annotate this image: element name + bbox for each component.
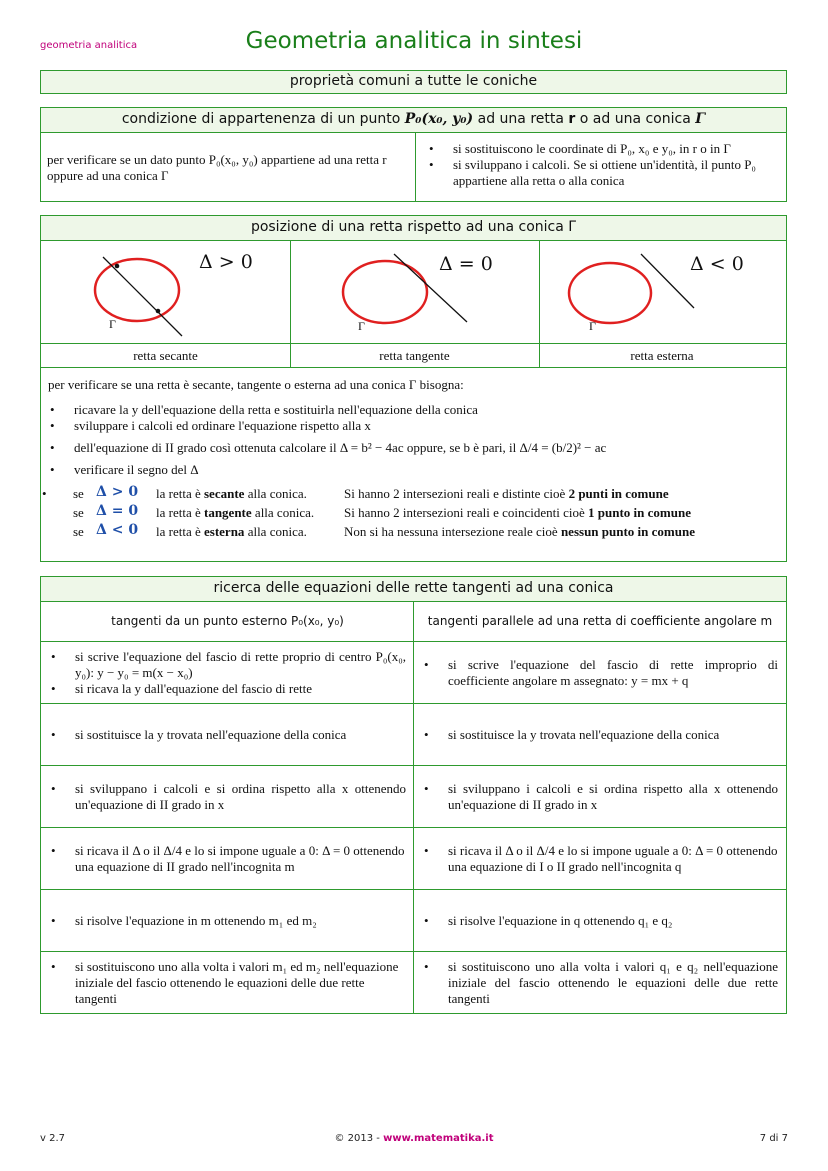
table-row	[41, 766, 786, 828]
gamma-label: Γ	[358, 319, 365, 333]
list-item: • si ricava la y dall'equazione del fascio di rette	[75, 681, 406, 697]
list-item: • si ricava il Δ o il Δ/4 e lo si impone uguale a 0: Δ = 0 ottenendo una equazione di I o II grado nell'incognita q	[448, 843, 778, 875]
list-item: • si sostituisce la y trovata nell'equazione della conica	[75, 727, 406, 743]
list-item: • si sviluppano i calcoli e si ordina rispetto alla x ottenendo un'equazione di II grado in x	[448, 781, 778, 813]
conic-ellipse-secant	[95, 259, 179, 321]
section-membership	[40, 107, 787, 202]
list-item: • si scrive l'equazione del fascio di rette improprio di coefficiente angolare m assegnato: y = mx + q	[448, 657, 778, 689]
gamma-label: Γ	[589, 319, 596, 333]
table-row	[41, 828, 786, 890]
conic-ellipse-tangent	[343, 261, 427, 323]
list-item: • si sostituiscono uno alla volta i valori m₁ ed m₂ nell'equazione iniziale del fascio ottenendo le equazioni delle due rette tangenti	[75, 959, 406, 1007]
caption-tangent: retta tangente	[379, 348, 450, 363]
list-item: • dell'equazione di II grado così ottenuta calcolare il Δ = b² − 4ac oppure, se b è pari, il Δ/4 = (b/2)² − ac	[74, 440, 779, 456]
position-steps	[44, 402, 779, 478]
delta-negative-label: Δ < 0	[690, 253, 744, 275]
list-item: • sviluppare i calcoli ed ordinare l'equazione rispetto alla x	[74, 418, 779, 434]
footer-page-number: 7 di 7	[759, 1133, 788, 1144]
caption-external: retta esterna	[630, 348, 694, 363]
list-item: • ricavare la y dell'equazione della retta e sostituirla nell'equazione della conica	[74, 402, 779, 418]
footer-copyright: © 2013 - www.matematika.it	[334, 1133, 494, 1144]
list-item: • si sviluppano i calcoli e si ordina rispetto alla x ottenendo un'equazione di II grado in x	[75, 781, 406, 813]
list-item: • si risolve l'equazione in q ottenendo q₁ e q₂	[448, 913, 778, 929]
caption-secant: retta secante	[133, 348, 198, 363]
col-header-external-point: tangenti da un punto esterno P₀(x₀, y₀)	[111, 614, 344, 628]
conic-ellipse-external	[569, 263, 651, 323]
list-item: • si sviluppano i calcoli. Se si ottiene un'identità, il punto P₀ appartiene alla retta o alla conica	[453, 157, 779, 189]
delta-positive-label: Δ > 0	[199, 251, 253, 273]
delta-zero-label: Δ = 0	[439, 253, 493, 275]
gamma-label: Γ	[109, 317, 116, 331]
section-tangent-equations	[40, 576, 787, 1014]
section-common-properties: proprietà comuni a tutte le coniche	[40, 70, 787, 94]
footer-version: v 2.7	[40, 1133, 65, 1144]
table-row	[41, 952, 786, 1013]
section-line-conic-position	[40, 215, 787, 562]
col-header-parallel: tangenti parallele ad una retta di coefficiente angolare m	[427, 614, 773, 628]
list-item: • si risolve l'equazione in m ottenendo m₁ ed m₂	[75, 913, 406, 929]
list-item: • si sostituiscono uno alla volta i valori q₁ e q₂ nell'equazione iniziale del fascio ottenendo le equazioni delle due rette tangenti	[448, 959, 778, 1007]
position-heading: posizione di una retta rispetto ad una conica Γ	[41, 216, 786, 241]
conic-diagrams	[41, 240, 785, 343]
table-row	[41, 642, 786, 704]
list-item: • verificare il segno del Δ	[74, 462, 779, 478]
list-item: • si sostituisce la y trovata nell'equazione della conica	[448, 727, 778, 743]
membership-heading: condizione di appartenenza di un punto P₀(x₀, y₀) ad una retta r o ad una conica Γ	[41, 108, 786, 133]
page-title: Geometria analitica in sintesi	[245, 28, 583, 54]
tangent-heading: ricerca delle equazioni delle rette tangenti ad una conica	[41, 577, 786, 602]
list-item: • si sostituiscono le coordinate di P₀, x₀ e y₀, in r o in Γ	[453, 141, 779, 157]
delta-conditions: • se Δ > 0 la retta è secante alla conica. Si hanno 2 intersezioni reali e distinte cioè 2 punti in comune se Δ = 0 la retta è tangente alla conica. Si hanno 2 intersezioni reali e coincidenti cioè 1 punto in comune se Δ < 0 la retta è esterna alla conica. Non si ha nessuna intersezione reale cioè nessun punto in comune	[42, 484, 695, 539]
table-row	[41, 704, 786, 766]
intersection-point	[156, 309, 161, 314]
membership-left-text: per verificare se un dato punto P₀(x₀, y₀) appartiene ad una retta r oppure ad una conica Γ	[47, 152, 387, 183]
footer-site-link[interactable]: www.matematika.it	[383, 1133, 494, 1144]
header-topic: geometria analitica	[40, 40, 138, 51]
position-intro: per verificare se una retta è secante, tangente o esterna ad una conica Γ bisogna:	[48, 377, 464, 392]
table-row	[41, 890, 786, 952]
intersection-point	[115, 264, 120, 269]
list-item: • si ricava il Δ o il Δ/4 e lo si impone uguale a 0: Δ = 0 ottenendo una equazione di II grado nell'incognita m	[75, 843, 406, 875]
list-item: • si scrive l'equazione del fascio di rette proprio di centro P₀(x₀, y₀): y − y₀ = m(x − x₀)	[75, 649, 406, 681]
membership-steps	[423, 141, 779, 189]
